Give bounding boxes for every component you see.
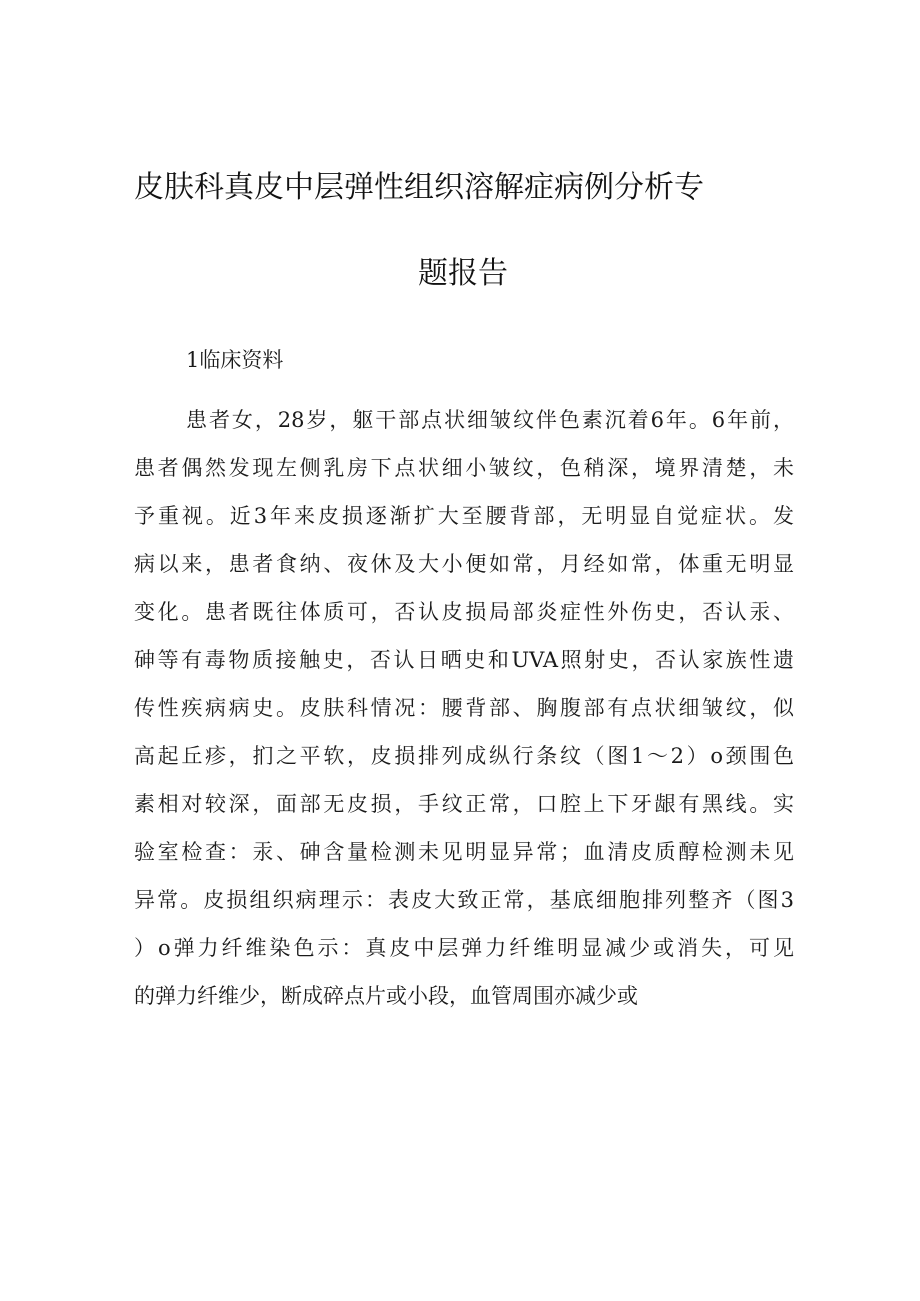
- body-line: 患者女，28岁，躯干部点状细皱纹伴色素沉着6年。6年前，: [186, 408, 794, 432]
- body-line: 传性疾病病史。皮肤科情况：腰背部、胸腹部有点状细皱纹，似: [134, 696, 794, 720]
- body-line: 病以来，患者食纳、夜休及大小便如常，月经如常，体重无明显: [134, 552, 794, 576]
- body-line: 验室检查：汞、砷含量检测未见明显异常；血清皮质醇检测未见: [134, 840, 794, 864]
- body-line: 素相对较深，面部无皮损，手纹正常，口腔上下牙龈有黑线。实: [134, 792, 794, 816]
- body-line: 异常。皮损组织病理示：表皮大致正常，基底细胞排列整齐（图3: [134, 888, 794, 912]
- body-line: ）o弹力纤维染色示：真皮中层弹力纤维明显减少或消失，可见: [134, 936, 794, 960]
- body-line: 变化。患者既往体质可，否认皮损局部炎症性外伤史，否认汞、: [134, 600, 794, 624]
- body-line: 予重视。近3年来皮损逐渐扩大至腰背部，无明显自觉症状。发: [134, 504, 794, 528]
- body-line: 的弹力纤维少，断成碎点片或小段，血管周围亦减少或: [134, 984, 638, 1008]
- body-line: 患者偶然发现左侧乳房下点状细小皱纹，色稍深，境界清楚，未: [134, 456, 794, 480]
- body-paragraph: [134, 400, 794, 1024]
- body-line: 砷等有毒物质接触史，否认日晒史和UVA照射史，否认家族性遗: [134, 648, 794, 672]
- body-line: 高起丘疹，扪之平软，皮损排列成纵行条纹（图1～2）o颈围色: [134, 744, 794, 768]
- section-heading-clinical-data: 1临床资料: [186, 348, 284, 372]
- document-title-line-2: 题报告: [418, 256, 508, 291]
- document-title-line-1: 皮肤科真皮中层弹性组织溶解症病例分析专: [134, 170, 704, 205]
